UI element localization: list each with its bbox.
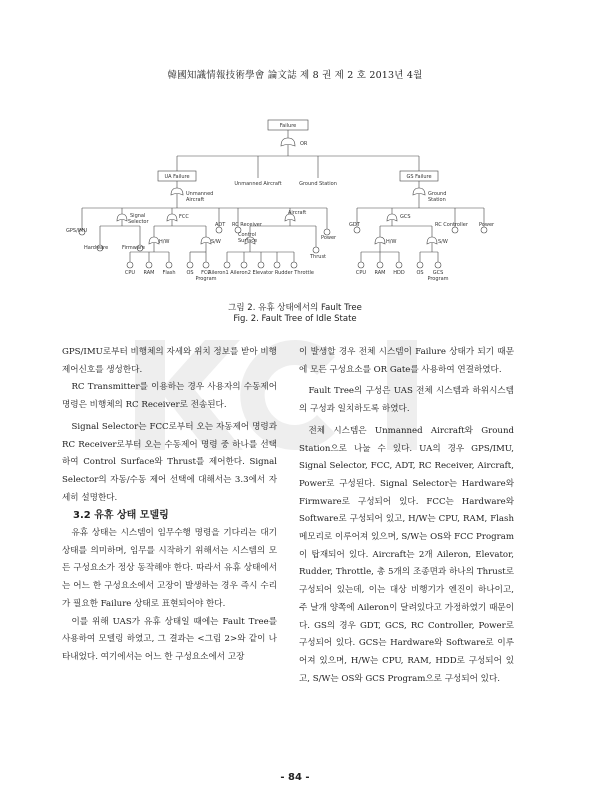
node-gdt: GDT [349, 222, 360, 228]
node-rc-controller: RC Controller [435, 222, 468, 228]
right-paragraph-2: Fault Tree의 구성은 UAS 전체 시스템과 하위시스템의 구성과 일치하도록 하였다. [299, 386, 514, 415]
node-ground-station-sub: Ground Station [428, 191, 447, 203]
node-control-surface: Control Surface [238, 232, 258, 244]
leaf-fcc-program: FCC Program [195, 270, 217, 282]
node-unmanned-aircraft-sub: Unmanned Aircraft [186, 191, 214, 203]
node-hardware: Hardware [84, 245, 109, 251]
node-sw: S/W [211, 239, 221, 245]
leaf-cpu: CPU [124, 270, 136, 276]
left-paragraph-3: Signal Selector는 FCC로부터 오는 자동제어 명령과 RC Receiver로부터 오는 수동제어 명령 중 하나를 선택하여 Control Surface와 Thrust를 제어한다. Signal Selector의 자동/수동 제어 선택에 대해서는 3.3에서 자세히 설명한다. [62, 421, 277, 503]
node-sw-gs: S/W [438, 239, 448, 245]
leaf-gcs-program: GCS Program [427, 270, 449, 282]
leaf-flash: Flash [162, 270, 176, 276]
node-ground-station: Ground Station [299, 181, 337, 187]
node-hw: H/W [159, 239, 170, 245]
left-paragraph-1: GPS/IMU로부터 비행체의 자세와 위치 정보를 받아 비행제어신호를 생성한다. [62, 347, 277, 375]
node-gps-imu: GPS/IMU [66, 228, 88, 234]
node-fcc: FCC [179, 214, 189, 220]
node-power-gs: Power [479, 222, 495, 228]
node-hw-gs: H/W [386, 239, 397, 245]
journal-header: 韓國知識情報技術學會 論文誌 제 8 권 제 2 호 2013년 4월 [167, 70, 423, 81]
left-paragraph-2: RC Transmitter를 이용하는 경우 사용자의 수동제어 명령은 비행체의 RC Receiver로 전송된다. [62, 382, 277, 411]
figure-caption-korean: 그림 2. 유휴 상태에서의 Fault Tree [228, 303, 362, 313]
leaf-control-surfaces: Aileron1 Aileron2 Elevator Rudder Throttle [208, 270, 314, 276]
node-ua-failure: UA Failure [164, 174, 190, 180]
figure-caption-english: Fig. 2. Fault Tree of Idle State [233, 314, 357, 324]
right-paragraph-3: 전체 시스템은 Unmanned Aircraft와 Ground Station으로 나눌 수 있다. UA의 경우 GPS/IMU, Signal Selector, FCC, ADT, RC Receiver, Aircraft, Power로 구성된다. Signal Selector는 Hardware와 Firmware로 구성되어 있다. FCC는 Hardware와 Software로 구성되어 있고, H/W는 CPU, RAM, Flash 메모리로 이루어져 있으며, S/W는 OS와 FCC Program이 탑재되어 있다. Aircraft는 2개 Aileron, Elevator, Rudder, Throttle, 총 5개의 조종면과 하나의 Thrust로 구성되어 있는데, 이는 대상 비행기가 엔진이 하나이고, 주 날개 양쪽에 Aileron이 달려있다고 가정하였기 때문이다. GS의 경우 GDT, GCS, RC Controller, Power로 구성되어 있다. GCS는 Hardware와 Software로 이루어져 있으며, H/W는 CPU, RAM, HDD로 구성되어 있고, S/W는 OS와 GCS Program으로 구성되어 있다. [299, 425, 514, 684]
leaf-gs-cpu: CPU [355, 270, 367, 276]
page-number: - 84 - [280, 772, 310, 783]
leaf-gs-ram: RAM [374, 270, 386, 276]
node-signal-selector: Signal Selector [128, 213, 149, 225]
leaf-os: OS [186, 270, 194, 276]
node-power: Power [321, 235, 337, 241]
node-gs-failure: GS Failure [406, 174, 432, 180]
left-paragraph-5: 이를 위해 UAS가 유휴 상태일 때에는 Fault Tree를 사용하여 모델링 하였고, 그 결과는 <그림 2>와 같이 나타내었다. 여기에서는 어느 한 구성요소에서 고장 [62, 616, 277, 662]
leaf-ram: RAM [143, 270, 155, 276]
fault-tree-diagram [62, 112, 532, 292]
node-thrust: Thrust [310, 254, 327, 260]
node-firmware: Firmware [122, 245, 145, 251]
node-rc-receiver: RC Receiver [232, 222, 262, 228]
right-column [299, 344, 514, 688]
node-failure: Failure [279, 123, 297, 129]
right-paragraph-1: 이 발생할 경우 전체 시스템이 Failure 상태가 되기 때문에 모든 구성요소를 OR Gate를 사용하여 연결하였다. [299, 347, 514, 375]
gate-or-label: OR [300, 141, 308, 147]
left-paragraph-4: 유휴 상태는 시스템이 임무수행 명령을 기다리는 대기상태를 의미하며, 임무를 시작하기 위해서는 시스템의 모든 구성요소가 정상 동작해야 한다. 따라서 유휴 상태에서는 어느 한 구성요소에서 고장이 발생하는 경우 즉시 수리가 필요한 Failure 상태로 표현되어야 한다. [62, 528, 277, 609]
node-unmanned-aircraft: Unmanned Aircraft [234, 181, 282, 187]
left-column [62, 344, 277, 667]
section-heading: 3.2 유휴 상태 모델링 [73, 510, 169, 522]
node-gcs: GCS [400, 214, 411, 220]
leaf-gs-os: OS [416, 270, 424, 276]
node-aircraft: Aircraft [288, 210, 307, 216]
node-adt: ADT [215, 222, 226, 228]
leaf-gs-hdd: HDD [393, 270, 405, 276]
